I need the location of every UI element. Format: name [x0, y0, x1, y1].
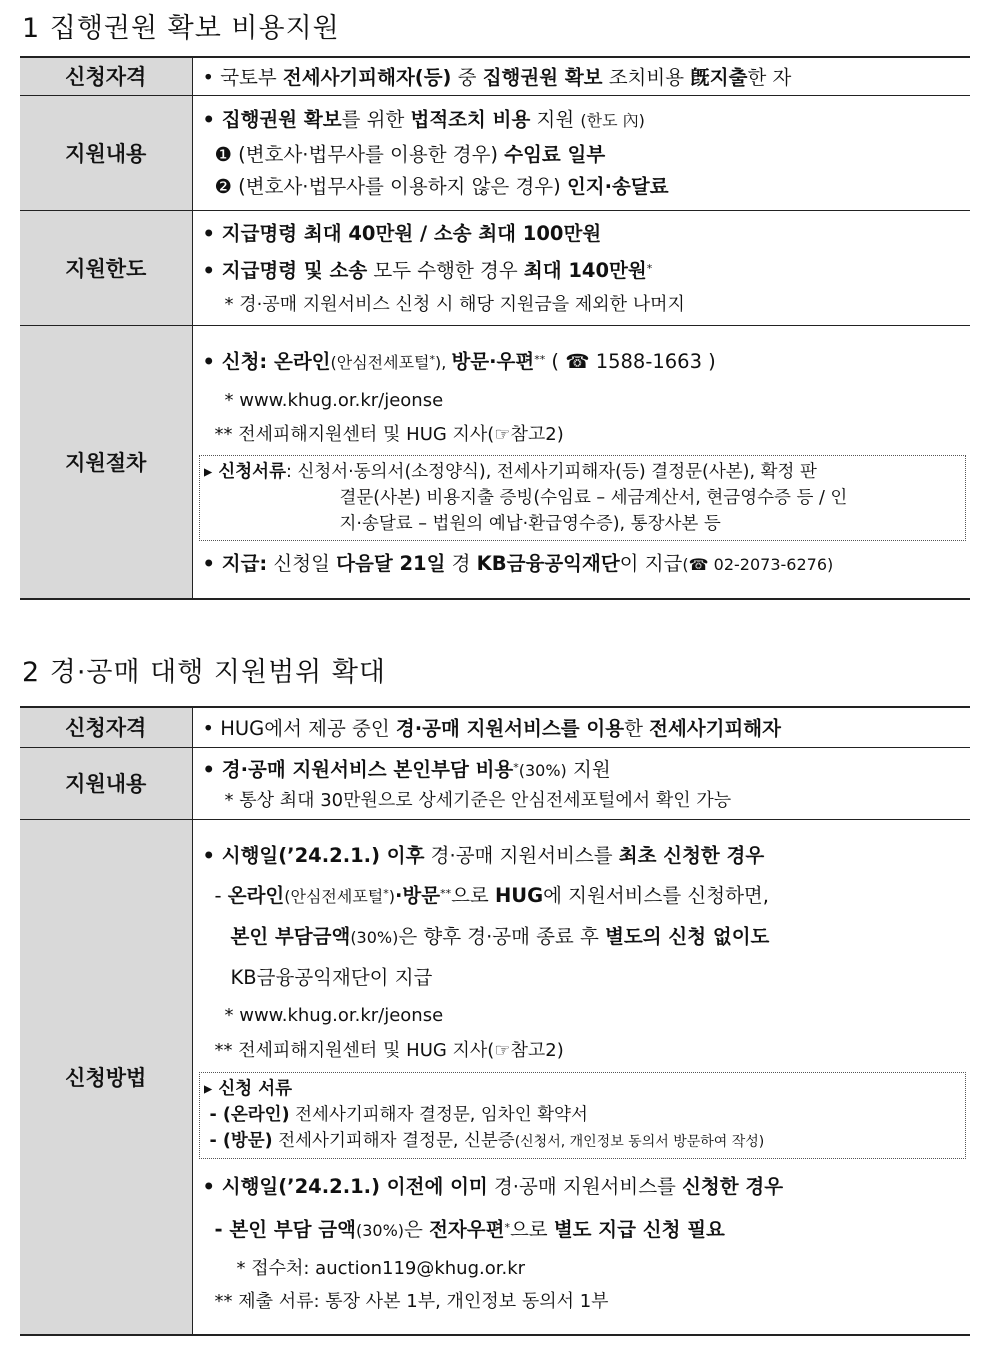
section-1-title: 1 집행권원 확보 비용지원 [22, 13, 340, 44]
limit-text: • 지급명령 최대 40만원 / 소송 최대 100만원 • 지급명령 및 소송 모두 수행한 경우 최대 140만원* * 경·공매 지원서비스 신청 시 해당 지원금을 제외한 나머지 [192, 210, 970, 325]
eligibility-2-text: • HUG에서 제공 중인 경·공매 지원서비스를 이용한 전세사기피해자 [192, 707, 970, 747]
section-1-table [20, 56, 970, 600]
row-content-2 [20, 747, 970, 819]
content-2-text: • 경·공매 지원서비스 본인부담 비용*(30%) 지원 * 통상 최대 30만원으로 상세기준은 안심전세포털에서 확인 가능 [192, 747, 970, 819]
row-procedure [20, 325, 970, 599]
row-eligibility [20, 57, 970, 95]
phone-icon: ( ☎ 1588-1663 ) [545, 349, 716, 373]
required-documents-box: ▸ 신청서류: 신청서·동의서(소정양식), 전세사기피해자(등) 결정문(사본), 확정 판 결문(사본) 비용지출 증빙(수임료 – 세금계산서, 현금영수증 등 / 인 지·송달료 – 법원의 예납·환급영수증), 통장사본 등 [199, 455, 967, 541]
row-head-eligibility-2: 신청자격 [20, 707, 192, 747]
bullet-arrow-icon: ▸ 신청서류 [203, 461, 286, 482]
section-2-title: 2 경·공매 대행 지원범위 확대 [22, 657, 386, 688]
row-head-limit: 지원한도 [20, 210, 192, 325]
row-content [20, 95, 970, 210]
procedure-text: • 신청: 온라인(안심전세포털*), 방문·우편** ( ☎ 1588-1663 ) * www.khug.or.kr/jeonse ** 전세피해지원센터 및 HUG 지사(☞참고2) ▸ 신청서류: 신청서·동의서(소정양식), 전세사기피해자(등) 결정문(사본), 확정 판 결문(사본) 비용지출 증빙(수임료 – 세금계산서, 현금영수증 등 / 인 지·송달료 – 법원의 예납·환급영수증), 통장사본 등 • 지급: 신청일 다음달 21일 경 KB금융공익재단이 지급(☎ 02-2073-6276) [192, 325, 970, 599]
number-1-icon: ❶ [214, 143, 232, 166]
row-method [20, 819, 970, 1335]
row-limit [20, 210, 970, 325]
row-head-eligibility: 신청자격 [20, 57, 192, 95]
required-documents-box-2: ▸ 신청 서류 - (온라인) 전세사기피해자 결정문, 임차인 확약서 - (방문) 전세사기피해자 결정문, 신분증(신청서, 개인정보 동의서 방문하여 작성) [199, 1072, 967, 1159]
row-eligibility-2 [20, 707, 970, 747]
row-head-content: 지원내용 [20, 95, 192, 210]
content-text: • 집행권원 확보를 위한 법적조치 비용 지원 (한도 內) ❶ (변호사·법무사를 이용한 경우) 수임료 일부 ❷ (변호사·법무사를 이용하지 않은 경우) 인지·송달료 [192, 95, 970, 210]
eligibility-text: • 국토부 전세사기피해자(등) 중 집행권원 확보 조치비용 旣지출한 자 [192, 57, 970, 95]
row-head-content-2: 지원내용 [20, 747, 192, 819]
row-head-method: 신청방법 [20, 819, 192, 1335]
method-text: • 시행일(’24.2.1.) 이후 경·공매 지원서비스를 최초 신청한 경우 - 온라인(안심전세포털*)·방문**으로 HUG에 지원서비스를 신청하면, 본인 부담금액(30%)은 향후 경·공매 종료 후 별도의 신청 없이도 KB금융공익재단이 지급 * www.khug.or.kr/jeonse ** 전세피해지원센터 및 HUG 지사(☞참고2) ▸ 신청 서류 - (온라인) 전세사기피해자 결정문, 임차인 확약서 - (방문) 전세사기피해자 결정문, 신분증(신청서, 개인정보 동의서 방문하여 작성) • 시행일(’24.2.1.) 이전에 이미 경·공매 지원서비스를 신청한 경우 - 본인 부담 금액(30%)은 전자우편*으로 별도 지급 신청 필요 * 접수처: auction119@khug.or.kr ** 제출 서류: 통장 사본 1부, 개인정보 동의서 1부 [192, 819, 970, 1335]
section-2-table [20, 706, 970, 1336]
number-2-icon: ❷ [214, 175, 232, 198]
row-head-procedure: 지원절차 [20, 325, 192, 599]
